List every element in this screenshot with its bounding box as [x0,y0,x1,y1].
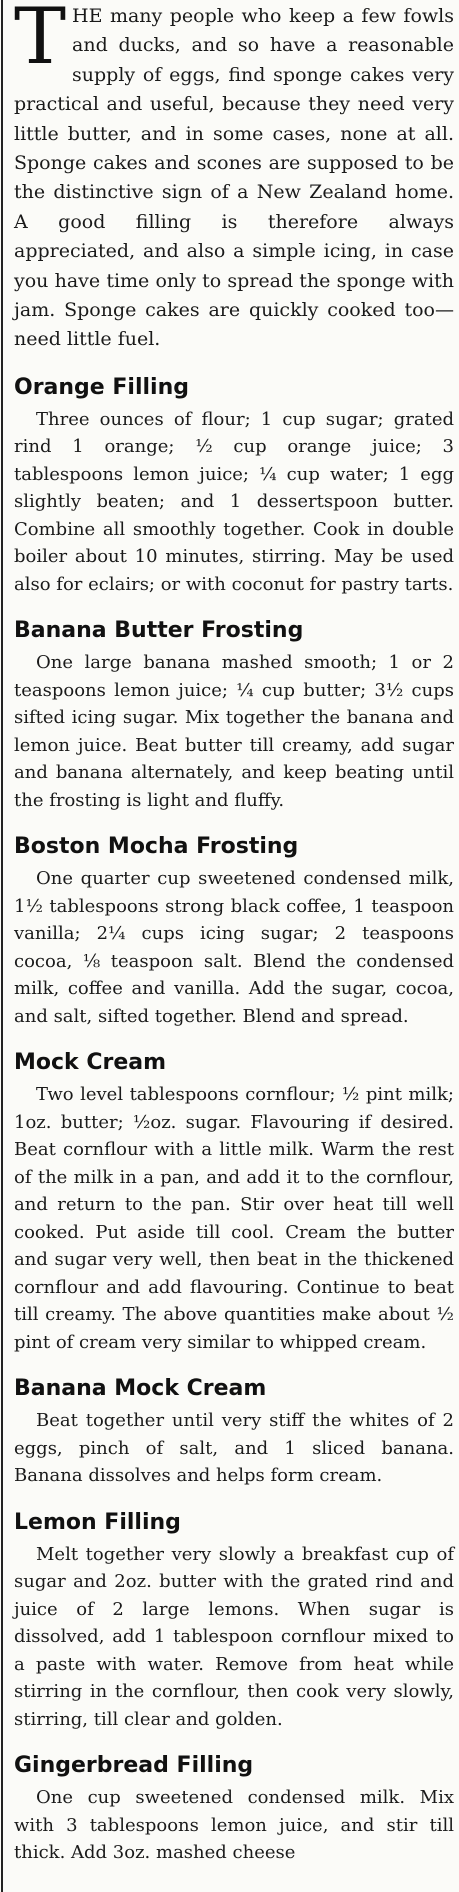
recipe-text: One cup sweetened condensed milk. Mix with 3 tablespoons lemon juice, and stir till thick. Add 3oz. mashed cheese [14,1787,454,1864]
recipe-title: Boston Mocha Frosting [14,834,299,860]
recipe-banana-mock-cream [14,1374,454,1490]
intro-paragraph [14,2,454,355]
recipe-text: One quarter cup sweetened condensed milk, 1½ tablespoons strong black coffee, 1 teaspoon vanilla; 2¼ cups icing sugar; 2 teaspoons cocoa, ⅛ teaspoon salt. Blend the condensed milk, coffee and vanilla. Add the sugar, cocoa, and salt, sifted together. Blend and spread. [14,868,454,1027]
intro-text: HE many people who keep a few fowls and ducks, and so have a reasonable supply of eggs, find sponge cakes very practical and useful, because they need very little butter, and in some cases, none at all. Sponge cakes and scones are supposed to be the distinctive sign of a New Zealand home. A good filling is therefore always appreciated, and also a simple icing, in case you have time only to spread the sponge with jam. Sponge cakes are quickly cooked too—need little fuel. [14,5,454,351]
recipe-text: One large banana mashed smooth; 1 or 2 teaspoons lemon juice; ¼ cup butter; 3½ cups sifted icing sugar. Mix together the banana and lemon juice. Beat butter till creamy, add sugar and banana alternately, and keep beating until the frosting is light and fluffy. [14,652,454,811]
recipe-title: Banana Mock Cream [14,1376,267,1402]
recipe-orange-filling [14,373,454,599]
drop-cap: T [14,0,67,82]
recipe-title: Mock Cream [14,1050,167,1076]
recipe-text: Melt together very slowly a breakfast cup of sugar and 2oz. butter with the grated rind and juice of 2 large lemons. When sugar is dissolved, add 1 tablespoon cornflour mixed to a paste with water. Remove from heat while stirring in the cornflour, then cook very slowly, stirring, till clear and golden. [14,1543,454,1730]
column-rule [1,0,3,1892]
recipe-text: Beat together until very stiff the whites of 2 eggs, pinch of salt, and 1 sliced banana. Banana dissolves and helps form cream. [14,1410,454,1487]
recipe-title: Banana Butter Frosting [14,618,304,644]
recipe-text: Three ounces of flour; 1 cup sugar; grated rind 1 orange; ½ cup orange juice; 3 tablespoons lemon juice; ¼ cup water; 1 egg slightly beaten; and 1 dessertspoon butter. Combine all smoothly together. Cook in double boiler about 10 minutes, stirring. May be used also for eclairs; or with coconut for pastry tarts. [14,408,454,595]
recipe-title: Lemon Filling [14,1509,181,1535]
recipe-gingerbread-filling [14,1751,454,1867]
recipe-title: Orange Filling [14,374,189,400]
recipe-text: Two level tablespoons cornflour; ½ pint milk; 1oz. butter; ½oz. sugar. Flavouring if desired. Beat cornflour with a little milk. Warm the rest of the milk in a pan, and add it to the cornflour, and return to the pan. Stir over heat till well cooked. Put aside till cool. Cream the butter and sugar very well, then beat in the thickened cornflour and add flavouring. Continue to beat till creamy. The above quantities make about ½ pint of cream very similar to whipped cream. [14,1084,454,1353]
recipe-title: Gingerbread Filling [14,1753,254,1779]
recipe-banana-butter-frosting [14,616,454,814]
recipe-lemon-filling [14,1508,454,1734]
recipe-mock-cream [14,1048,454,1356]
recipe-column [14,2,454,1867]
recipe-boston-mocha-frosting [14,832,454,1030]
